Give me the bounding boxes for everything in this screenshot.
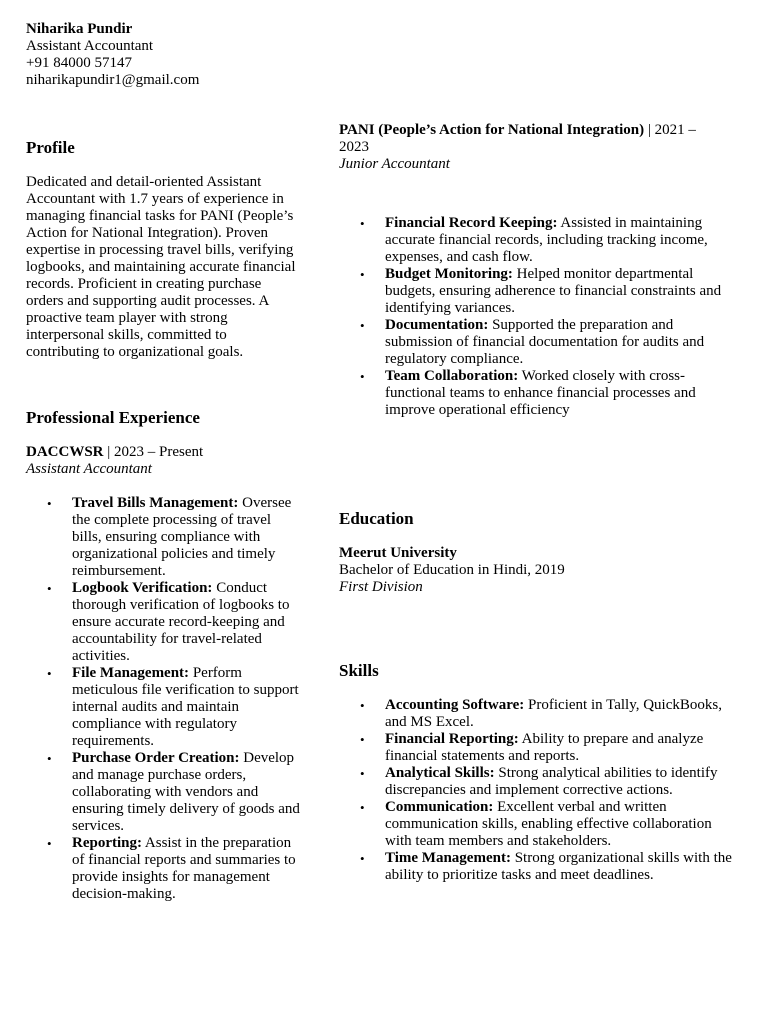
duty-item — [26, 495, 301, 580]
duty-text: Assist in the preparation of financial reports and summaries to provide insights for management decision-making. — [72, 835, 296, 902]
bullet-icon: • — [360, 766, 365, 781]
profile-section — [26, 138, 301, 361]
duty-text: Helped monitor departmental budgets, ensuring adherence to financial constraints and identifying variances. — [385, 266, 722, 316]
duty-label: Reporting: — [72, 835, 142, 851]
duty-label: Travel Bills Management: — [72, 495, 239, 511]
duty-item — [339, 368, 724, 419]
resume-header — [26, 21, 346, 89]
duty-item — [339, 215, 724, 266]
skill-item — [339, 765, 739, 799]
job-header — [26, 444, 301, 461]
skill-label: Accounting Software: — [385, 697, 525, 713]
skill-item — [339, 697, 739, 731]
duty-item — [339, 317, 724, 368]
bullet-icon: • — [47, 666, 52, 681]
education-heading: Education — [339, 509, 414, 528]
duty-item — [26, 750, 301, 835]
duty-text: Assisted in maintaining accurate financial records, including tracking income, expenses, and cash flow. — [385, 215, 708, 265]
experience-section — [26, 408, 301, 903]
duty-item — [339, 266, 724, 317]
bullet-icon: • — [360, 800, 365, 815]
candidate-title: Assistant Accountant — [26, 38, 154, 54]
skills-section — [339, 661, 739, 884]
duty-label: Financial Record Keeping: — [385, 215, 558, 231]
duty-text: Conduct thorough verification of logbooks to ensure accurate record-keeping and accountability for travel-related activities. — [72, 580, 290, 664]
job-org: DACCWSR — [26, 444, 104, 460]
skill-text: Ability to prepare and analyze financial statements and reports. — [385, 731, 704, 764]
bullet-icon: • — [360, 369, 365, 384]
experience-heading: Professional Experience — [26, 408, 200, 427]
duty-label: Logbook Verification: — [72, 580, 213, 596]
job-duties-list — [339, 215, 724, 419]
education-degree: Bachelor of Education in Hindi, 2019 — [339, 562, 565, 578]
bullet-icon: • — [47, 496, 52, 511]
profile-text: Dedicated and detail-oriented Assistant Accountant with 1.7 years of experience in managing financial tasks for PANI (People’s Action for National Integration). Proven expertise in processing travel bills, verifying logbooks, and maintaining accurate financial records. Proficient in creating purchase orders and supporting audit processes. A proactive team player with strong interpersonal skills, committed to contributing to organizational goals. — [26, 174, 296, 360]
candidate-name: Niharika Pundir — [26, 21, 133, 37]
skill-text: Proficient in Tally, QuickBooks, and MS Excel. — [385, 697, 722, 730]
skill-text: Excellent verbal and written communication skills, enabling effective collaboration with team members and stakeholders. — [385, 799, 712, 849]
profile-heading: Profile — [26, 138, 75, 157]
bullet-icon: • — [360, 267, 365, 282]
bullet-icon: • — [47, 581, 52, 596]
duty-label: Purchase Order Creation: — [72, 750, 240, 766]
skill-text: Strong organizational skills with the ability to prioritize tasks and meet deadlines. — [385, 850, 732, 883]
duty-item — [26, 580, 301, 665]
skills-heading: Skills — [339, 661, 379, 680]
candidate-email: niharikapundir1@gmail.com — [26, 72, 200, 88]
education-section — [339, 509, 724, 596]
duty-text: Develop and manage purchase orders, collaborating with vendors and ensuring timely delivery of goods and services. — [72, 750, 300, 834]
duty-text: Oversee the complete processing of travel bills, ensuring compliance with organizational policies and timely reimbursement. — [72, 495, 292, 579]
skill-item — [339, 850, 739, 884]
job-duties-list — [26, 495, 301, 903]
bullet-icon: • — [47, 836, 52, 851]
job-role: Assistant Accountant — [26, 461, 152, 477]
duty-label: Budget Monitoring: — [385, 266, 513, 282]
duty-label: Team Collaboration: — [385, 368, 519, 384]
job-role: Junior Accountant — [339, 156, 450, 172]
bullet-icon: • — [360, 698, 365, 713]
skills-list — [339, 697, 739, 884]
job-daccwsr — [26, 444, 301, 903]
duty-text: Perform meticulous file verification to support internal audits and maintain compliance with regulatory requirements. — [72, 665, 299, 749]
skill-label: Analytical Skills: — [385, 765, 495, 781]
skill-text: Strong analytical abilities to identify discrepancies and implement corrective actions. — [385, 765, 718, 798]
bullet-icon: • — [360, 318, 365, 333]
job-org: PANI (People’s Action for National Integration) — [339, 122, 645, 138]
skill-label: Communication: — [385, 799, 494, 815]
skill-label: Time Management: — [385, 850, 511, 866]
candidate-phone: +91 84000 57147 — [26, 55, 132, 71]
bullet-icon: • — [360, 851, 365, 866]
duty-text: Worked closely with cross-functional teams to enhance financial processes and improve operational efficiency — [385, 368, 696, 418]
bullet-icon: • — [360, 732, 365, 747]
duty-item — [26, 665, 301, 750]
job-pani — [339, 122, 724, 419]
duty-item — [26, 835, 301, 903]
duty-label: File Management: — [72, 665, 190, 681]
bullet-icon: • — [47, 751, 52, 766]
job-dates: | 2023 – Present — [103, 444, 204, 460]
skill-item — [339, 799, 739, 850]
duty-text: Supported the preparation and submission of financial documentation for audits and regulatory compliance. — [385, 317, 705, 367]
duty-label: Documentation: — [385, 317, 489, 333]
skill-item — [339, 731, 739, 765]
skill-label: Financial Reporting: — [385, 731, 519, 747]
bullet-icon: • — [360, 216, 365, 231]
education-division: First Division — [339, 579, 423, 595]
job-dates: | 2021 – 2023 — [339, 122, 696, 155]
education-school: Meerut University — [339, 545, 457, 561]
job-header — [339, 122, 724, 156]
